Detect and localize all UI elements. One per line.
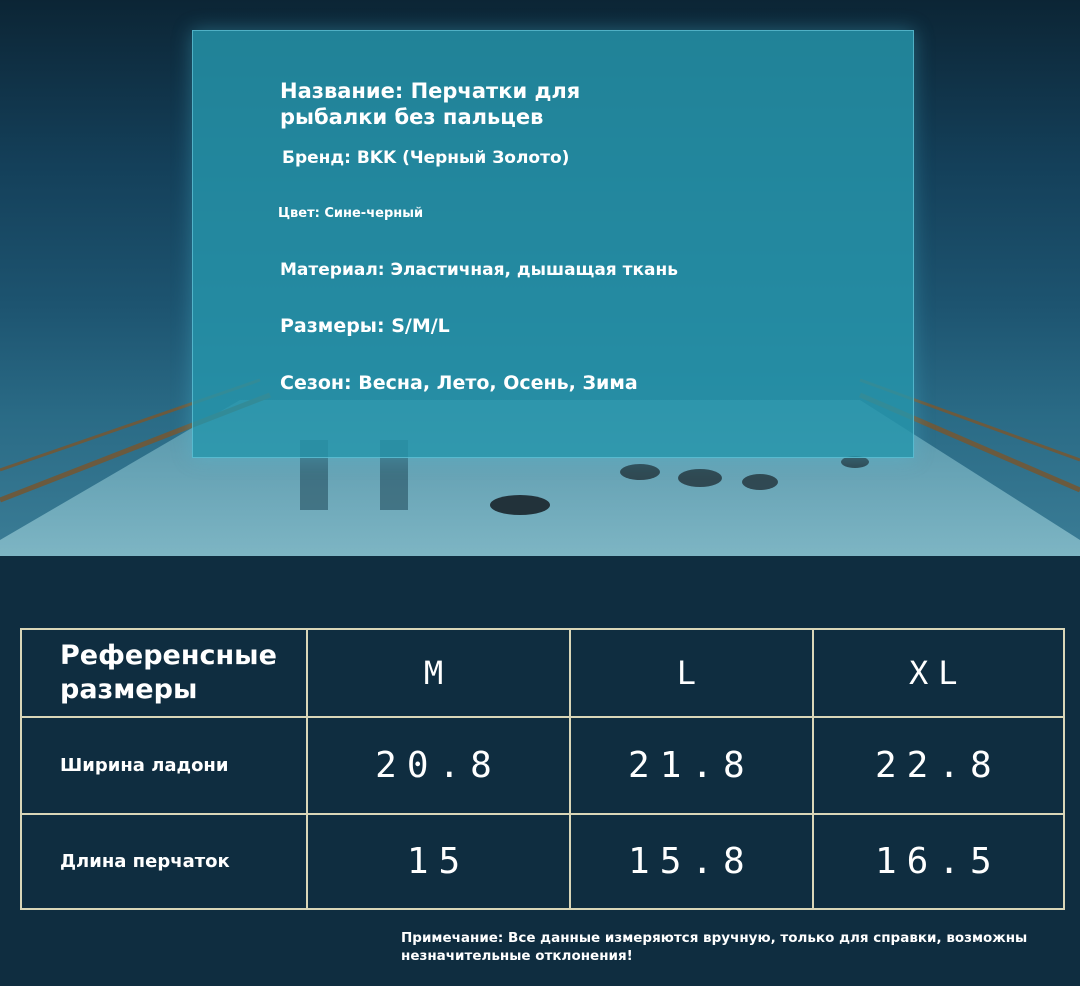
table-row	[21, 814, 1064, 909]
product-brand: Бренд: BKK (Черный Золото)	[282, 148, 570, 168]
product-season: Сезон: Весна, Лето, Осень, Зима	[280, 372, 638, 394]
product-sizes: Размеры: S/M/L	[280, 315, 450, 337]
table-cell: 21.8	[570, 717, 812, 814]
row-label: Ширина ладони	[21, 717, 307, 814]
product-material: Материал: Эластичная, дышащая ткань	[280, 260, 678, 280]
table-cell: 16.5	[813, 814, 1064, 909]
row-label: Длина перчаток	[21, 814, 307, 909]
size-column-header: L	[570, 629, 812, 717]
product-title: Название: Перчатки для рыбалки без пальцев	[280, 79, 581, 129]
table-header-row	[21, 629, 1064, 717]
table-cell: 20.8	[307, 717, 570, 814]
table-header-label: Референсные размеры	[21, 629, 307, 717]
table-cell: 22.8	[813, 717, 1064, 814]
product-color: Цвет: Сине-черный	[278, 206, 424, 221]
size-column-header: M	[307, 629, 570, 717]
size-column-header: XL	[813, 629, 1064, 717]
table-cell: 15	[307, 814, 570, 909]
table-cell: 15.8	[570, 814, 812, 909]
size-chart-table	[20, 628, 1065, 910]
measurement-note: Примечание: Все данные измеряются вручную, только для справки, возможны незначительные отклонения!	[401, 930, 1028, 964]
table-row	[21, 717, 1064, 814]
